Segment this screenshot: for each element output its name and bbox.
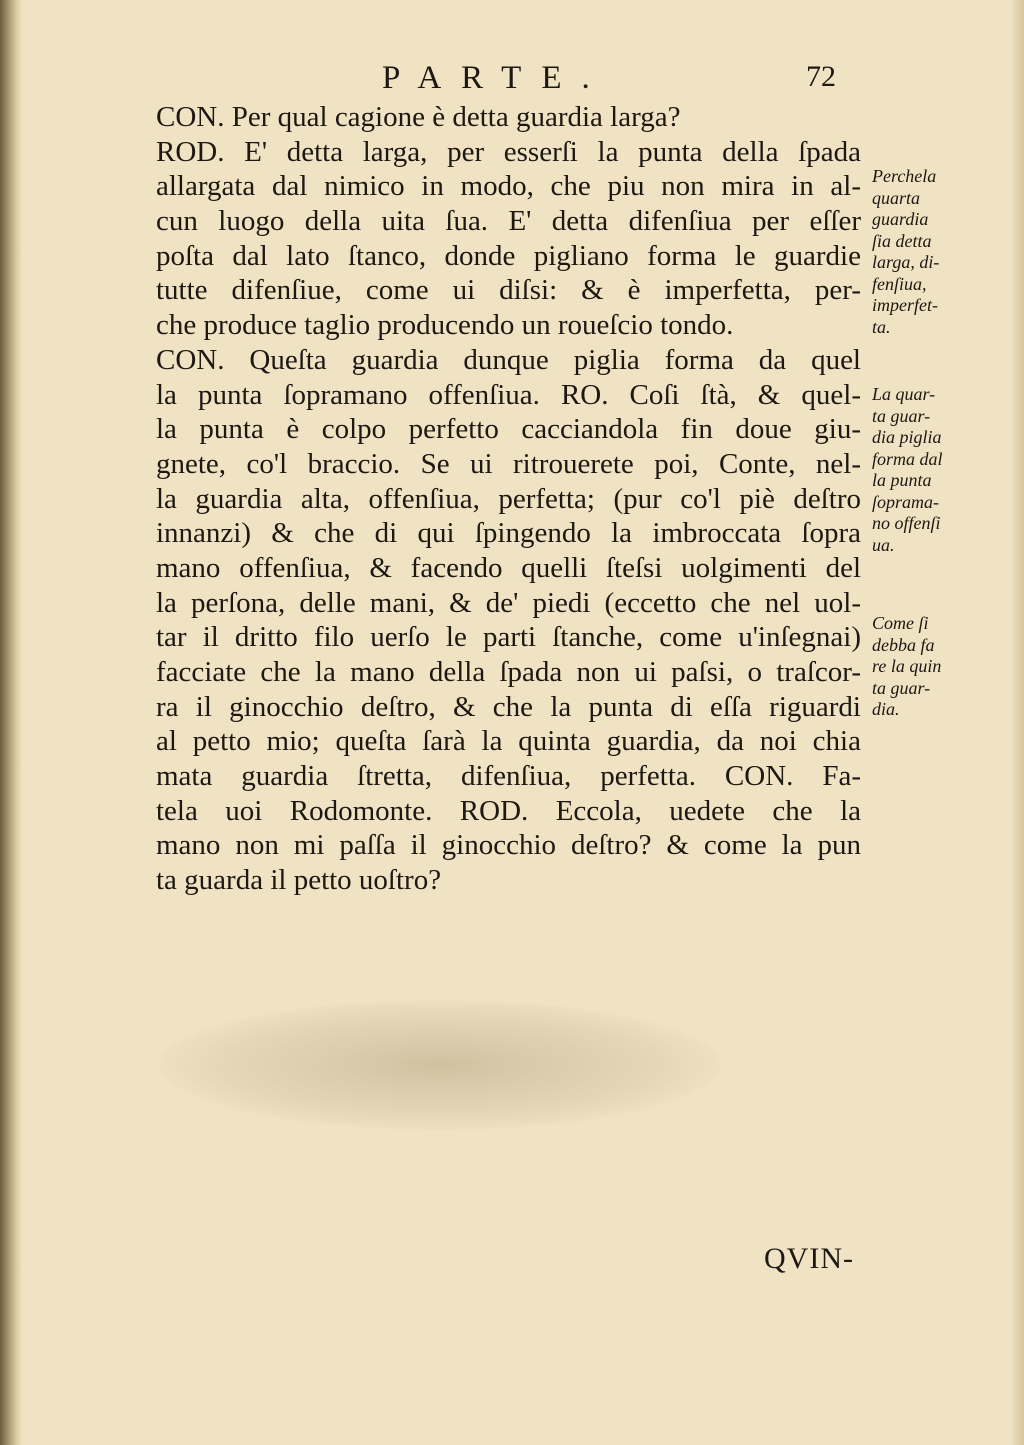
text-line: la punta è colpo perfetto cacciandola fin doue giu- — [156, 413, 861, 446]
margin-note-line: ſoprama- — [872, 491, 939, 512]
margin-note-line: dia piglia — [872, 427, 942, 447]
margin-note-line: larga, di- — [872, 252, 940, 272]
margin-note-line: imperfet- — [872, 295, 938, 315]
margin-note-line: ta guar- — [872, 405, 931, 426]
margin-note-line: re la quin — [872, 656, 942, 676]
margin-note-line: ſia detta — [872, 230, 932, 251]
margin-note-line: la punta — [872, 470, 932, 490]
margin-note-line: quarta — [872, 187, 921, 208]
margin-note-line: Perchela — [872, 166, 937, 186]
margin-note-line: ta guar- — [872, 677, 931, 698]
margin-note-line: Come ſi — [872, 613, 929, 633]
main-text-block — [156, 100, 861, 898]
text-line: ta guarda il petto uoſtro? — [156, 864, 442, 897]
catchword: QVIN- — [764, 1242, 854, 1275]
page-edge — [1010, 0, 1024, 1445]
margin-note-line: guardia — [872, 209, 929, 229]
margin-note-line: forma dal — [872, 448, 943, 469]
text-line: al petto mio; queſta ſarà la quinta guardia, da noi chia — [156, 725, 861, 758]
text-line: gnete, co'l braccio. Se ui ritrouerete poi, Conte, nel- — [156, 447, 861, 480]
text-line: allargata dal nimico in modo, che piu non mira in al- — [156, 170, 861, 203]
page-gutter-shadow — [0, 0, 22, 1445]
margin-note — [872, 613, 941, 721]
text-line: che produce taglio producendo un roueſcio tondo. — [156, 309, 734, 342]
margin-note — [872, 166, 939, 338]
margin-note-line: ta. — [872, 316, 891, 337]
margin-note-line: La quar- — [872, 384, 936, 404]
text-line: tar il dritto filo uerſo le parti ſtanche, come u'inſegnai) — [156, 621, 861, 654]
text-line: innanzi) & che di qui ſpingendo la imbroccata ſopra — [156, 517, 861, 550]
text-line: ra il ginocchio deſtro, & che la punta di eſſa riguardi — [156, 690, 861, 723]
text-line: mano offenſiua, & facendo quelli ſteſsi uolgimenti del — [156, 551, 861, 584]
text-line: CON. Per qual cagione è detta guardia larga? — [156, 101, 681, 133]
text-line: la punta ſopramano offenſiua. RO. Coſi ſtà, & quel- — [156, 378, 861, 411]
text-line: CON. Queſta guardia dunque piglia forma da quel — [156, 343, 861, 376]
text-line: la perſona, delle mani, & de' piedi (eccetto che nel uol- — [156, 586, 861, 619]
text-line: cun luogo della uita ſua. E' detta difenſiua per eſſer — [156, 205, 861, 238]
margin-note-line: dia. — [872, 699, 900, 719]
text-line: la guardia alta, offenſiua, perfetta; (pur co'l piè deſtro — [156, 482, 861, 515]
margin-note — [872, 384, 943, 556]
text-line: tutte difenſiue, come ui diſsi: & è imperfetta, per- — [156, 274, 861, 307]
text-line: mata guardia ſtretta, difenſiua, perfetta. CON. Fa- — [156, 760, 861, 793]
margin-note-line: ua. — [872, 534, 895, 555]
text-line: ROD. E' detta larga, per esserſi la punta della ſpada — [156, 135, 861, 168]
margin-note-line: fenſiua, — [872, 273, 927, 294]
margin-note-line: no offenſi — [872, 513, 941, 533]
margin-note-line: debba fa — [872, 634, 935, 655]
water-stain — [160, 1000, 720, 1130]
text-line: tela uoi Rodomonte. ROD. Eccola, uedete che la — [156, 794, 861, 827]
text-line: poſta dal lato ſtanco, donde pigliano forma le guardie — [156, 239, 861, 272]
text-line: mano non mi paſſa il ginocchio deſtro? & come la pun — [156, 829, 861, 862]
text-line: facciate che la mano della ſpada non ui paſsi, o traſcor- — [156, 656, 861, 688]
page-number: 72 — [806, 60, 836, 93]
page-header — [160, 60, 860, 100]
running-head: PARTE. — [382, 60, 610, 96]
